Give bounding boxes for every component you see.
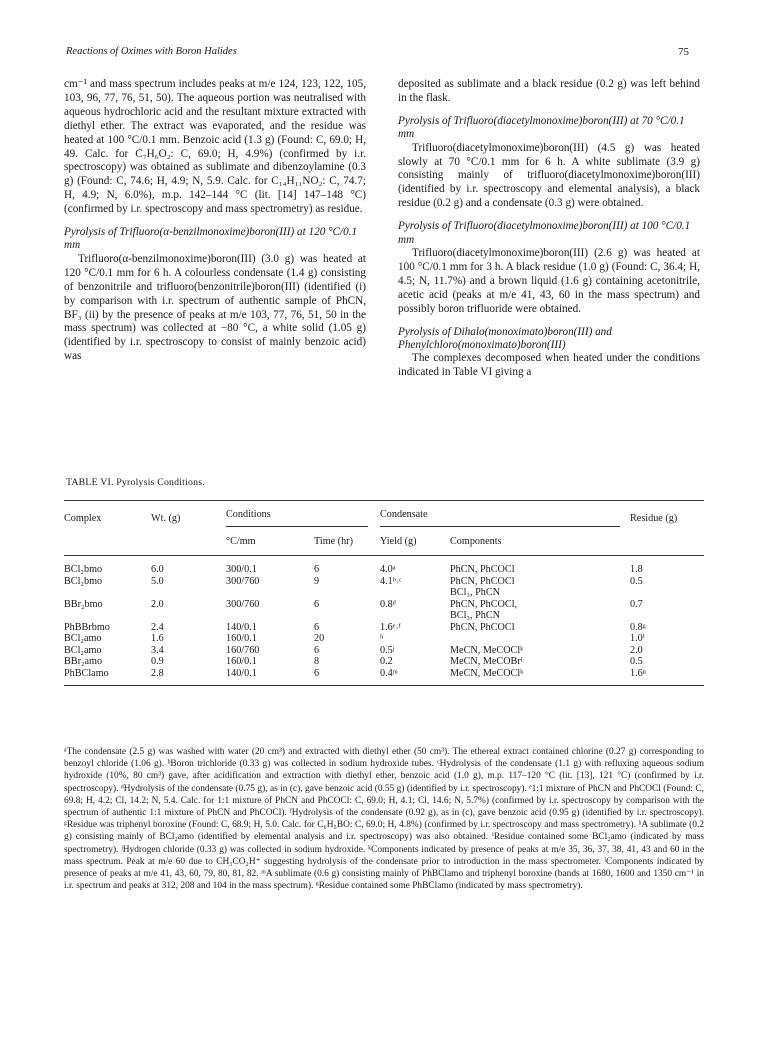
- left-paragraph-1: cm⁻¹ and mass spectrum includes peaks at m/e 124, 123, 122, 105, 103, 96, 77, 76, 51, 50). The aqueous portion was neutralised with aqueous hydrochloric acid and the resultant mixture extracted with diethyl ether. The extract was evaporated, and the residue was heated at 100 °C/0.1 mm. Benzoic acid (1.3 g) (Found: C, 69.0; H, 49. Calc. for C₇H₆O₂: C, 69.0; H, 4.9%) (confirmed by i.r. spectroscopy) was obtained as sublimate and dibenzoylamine (0.3 g) (Found: C, 74.6; H, 4.9; N, 5.9. Calc. for C₁₄H₁₁NO₂: C, 74.7; H, 4.9; N, 6.0%), m.p. 142–144 °C (lit. [14] 147–148 °C) (confirmed by i.r. spectroscopy and mass spectrometry) as residue.: [64, 78, 366, 216]
- cell-components: PhCN, PhCOCl: [450, 575, 515, 587]
- cell-time: 6: [314, 621, 320, 633]
- cell-complex: BCl₂bmo: [64, 564, 103, 575]
- cell-wt: 6.0: [151, 564, 164, 575]
- cell-residue: 2.0: [630, 644, 643, 656]
- cell-wt: [151, 587, 226, 599]
- cell-residue: 1.6ⁿ: [630, 667, 646, 679]
- table-footnotes: [64, 746, 704, 892]
- cell-time: 20: [314, 633, 325, 644]
- cell-complex: BCl₂amo: [64, 633, 102, 644]
- right-paragraph-3: Trifluoro(diacetylmonoxime)boron(III) (2.6 g) was heated at 100 °C/0.1 mm for 3 h. A black residue (1.0 g) (Found: C, 36.4; H, 4.5; N, 11.7%) and a brown liquid (1.6 g) containing acetonitrile, acetic acid (peaks at m/e 41, 43, 60 in the mass spectrum) and possibly boron trifluoride were obtained.: [398, 246, 700, 315]
- right-paragraph-1: deposited as sublimate and a black residue (0.2 g) was left behind in the flask.: [398, 78, 700, 104]
- cell-complex: [64, 610, 151, 622]
- cell-components: PhCN, PhCOCl: [450, 564, 515, 575]
- header-temp: °C/mm: [226, 536, 256, 547]
- cell-yield: 0.4ᵐ: [380, 667, 398, 679]
- cell-wt: 2.8: [151, 667, 164, 679]
- cell-wt: 2.4: [151, 621, 164, 633]
- cell-components: MeCN, MeCOBrˡ: [450, 656, 523, 667]
- footnotes-text: ᵃThe condensate (2.5 g) was washed with water (20 cm³) and extracted with diethyl ether (50 cm³). The ethereal extract contained chlorine (0.27 g) corresponding to benzoyl chloride (1.06 g). ᵇBoron trichloride (0.33 g) was collected in sodium hydroxide tubes. ᶜHydrolysis of the condensate (1.1 g) with refluxing aqueous sodium hydroxide (10%, 80 cm³) gave, after acidification and extraction with diethyl ether, benzoic acid (1.0 g), m.p. 117–120 °C (lit. [13], 121 °C) (confirmed by i.r. spectroscopy). ᵈHydrolysis of the condensate (0.75 g), as in (c), gave benzoic acid (0.55 g) (identified by i.r. spectroscopy). ᵉ1:1 mixture of PhCN and PhCOCl (Found: C, 69.8; H, 4.2; Cl, 14.2; N, 5.4. Calc. for 1:1 mixture of PhCN and PhCOCl: C, 69.0; H, 4.1; Cl, 14.6; N, 5.7%) (confirmed by i.r. spectroscopy by comparison with the spectrum of authentic 1:1 mixture of PhCN and PhCOCl). ᶠHydrolysis of the condensate (0.92 g), as in (c), gave benzoic acid (0.95 g) (identified by i.r. spectroscopy). ᵍResidue was triphenyl boroxine (Found: C, 68.9; H, 5.0. Calc. for C₆H₅BO: C, 69.0; H, 4.8%) (confirmed by i.r. spectroscopy and mass spectrometry). ʰA sublimate (0.2 g) consisting mainly of BCl₂amo (identified by elemental analysis and i.r. spectroscopy) was also obtained. ⁱResidue contained some BCl₂amo (indicated by mass spectrometry). ʲHydrogen chloride (0.33 g) was collected in sodium hydroxide. ᵏComponents indicated by presence of peaks at m/e 35, 36, 37, 38, 41, 43 and 60 in the mass spectrum. Peak at m/e 60 due to CH₃CO₂H⁺ suggesting hydrolysis of the condensate prior to introduction in the mass spectrometer. ˡComponents indicated by presence of peaks at m/e 41, 43, 60, 79, 80, 81, 82. ᵐA sublimate (0.6 g) consisting mainly of PhBClamo and triphenyl boroxine (bands at 1680, 1600 and 1350 cm⁻¹ in i.r. spectrum and peaks at 312, 208 and 104 in the mass spectrum). ⁿResidue contained some PhBClamo (indicated by mass spectrometry).: [64, 747, 704, 892]
- cell-conditions: 140/0.1: [226, 667, 257, 679]
- cell-components: [450, 633, 630, 645]
- cell-wt: 5.0: [151, 575, 164, 587]
- table-row: [64, 645, 704, 657]
- left-section-title: Pyrolysis of Trifluoro(α-benzilmonoxime)boron(III) at 120 °C/0.1 mm: [64, 226, 358, 252]
- table-row: [64, 587, 704, 599]
- cell-conditions: 160/0.1: [226, 656, 257, 667]
- cell-wt: [151, 610, 226, 622]
- cell-components: BCl₃, PhCN: [450, 587, 500, 598]
- cell-wt: 0.9: [151, 656, 164, 667]
- cell-complex: [64, 587, 151, 599]
- cell-conditions: 160/760: [226, 644, 260, 656]
- cell-yield: [380, 610, 450, 622]
- cell-time: 6: [314, 598, 320, 610]
- cell-residue: 1.8: [630, 564, 643, 575]
- cell-wt: 2.0: [151, 598, 164, 610]
- cell-components: BCl₃, PhCN: [450, 610, 500, 621]
- cell-yield: 0.5ʲ: [380, 644, 395, 656]
- right-column: [398, 78, 700, 380]
- cell-time: 6: [314, 667, 320, 679]
- right-section-title-2: Pyrolysis of Trifluoro(diacetylmonoxime)boron(III) at 100 °C/0.1 mm: [398, 220, 691, 246]
- cell-time: [314, 587, 380, 599]
- table-row: [64, 576, 704, 588]
- table-row: [64, 556, 704, 576]
- right-section-title-1: Pyrolysis of Trifluoro(diacetylmonoxime)boron(III) at 70 °C/0.1 mm: [398, 114, 685, 141]
- table-row: [64, 668, 704, 686]
- header-wt: Wt. (g): [151, 512, 181, 524]
- cell-components: MeCN, MeCOClᵏ: [450, 644, 524, 656]
- header-residue: Residue (g): [630, 512, 678, 524]
- cell-residue: [630, 610, 704, 622]
- table-row: [64, 633, 704, 645]
- header-complex: Complex: [64, 512, 102, 524]
- cell-residue: 0.5: [630, 656, 643, 667]
- cell-residue: 0.5: [630, 575, 643, 587]
- cell-complex: BCl₂bmo: [64, 575, 103, 587]
- pyrolysis-table: [64, 500, 704, 686]
- cell-yield: [380, 587, 450, 599]
- cell-conditions: 300/760: [226, 575, 260, 587]
- cell-yield: 0.2: [380, 656, 393, 667]
- running-title: Reactions of Oximes with Boron Halides: [66, 46, 237, 57]
- header-components: Components: [450, 536, 502, 547]
- cell-residue: [630, 587, 704, 599]
- page-number: 75: [678, 46, 689, 58]
- cell-complex: PhBBrbmo: [64, 621, 110, 633]
- right-paragraph-2: Trifluoro(diacetylmonoxime)boron(III) (4.5 g) was heated slowly at 70 °C/0.1 mm for 6 h. A white sublimate (3.9 g) consisting mainly of trifluoro(diacetylmonoxime)boron(III) (identified by i.r. spectroscopy and elemental analysis), a black residue (0.2 g) and a condensate (0.3 g) were obtained.: [398, 141, 700, 210]
- cell-components: PhCN, PhCOCl: [450, 621, 515, 633]
- right-section-title-3: Pyrolysis of Dihalo(monoximato)boron(III) and Phenylchloro(monoximato)boron(III): [398, 325, 612, 351]
- header-time: Time (hr): [314, 536, 353, 547]
- cell-complex: BCl₂amo: [64, 644, 102, 656]
- table-row: [64, 622, 704, 634]
- cell-yield: ʰ: [380, 633, 384, 644]
- header-condensate: Condensate: [380, 501, 630, 537]
- cell-time: 9: [314, 575, 320, 587]
- cell-conditions: 300/760: [226, 598, 260, 610]
- cell-components: PhCN, PhCOCl,: [450, 598, 518, 610]
- header-yield: Yield (g): [380, 536, 417, 547]
- table-caption: TABLE VI. Pyrolysis Conditions.: [66, 477, 205, 488]
- cell-residue: 0.8ᵍ: [630, 621, 646, 633]
- cell-conditions: [226, 610, 314, 622]
- cell-conditions: 160/0.1: [226, 633, 257, 644]
- cell-complex: PhBClamo: [64, 667, 109, 679]
- header-conditions: Conditions: [226, 501, 380, 537]
- cell-residue: 0.7: [630, 598, 643, 610]
- table-row: [64, 656, 704, 668]
- table-row: [64, 610, 704, 622]
- cell-yield: 0.8ᵈ: [380, 598, 396, 610]
- left-column: [64, 78, 366, 364]
- cell-wt: 3.4: [151, 644, 164, 656]
- cell-wt: 1.6: [151, 633, 164, 644]
- cell-time: 8: [314, 656, 320, 667]
- cell-complex: BBr₂bmo: [64, 598, 103, 610]
- cell-yield: 4.1ᵇ˒ᶜ: [380, 575, 402, 587]
- cell-time: 6: [314, 644, 320, 656]
- table-row: [64, 599, 704, 611]
- cell-time: 6: [314, 564, 320, 575]
- cell-conditions: 300/0.1: [226, 564, 257, 575]
- cell-conditions: [226, 587, 314, 599]
- cell-yield: 4.0ᵃ: [380, 564, 396, 575]
- cell-conditions: 140/0.1: [226, 621, 257, 633]
- cell-time: [314, 610, 380, 622]
- cell-residue: 1.0ⁱ: [630, 633, 645, 644]
- cell-yield: 1.6ᵉ˒ᶠ: [380, 621, 401, 633]
- left-paragraph-2: Trifluoro(α-benzilmonoxime)boron(III) (3.0 g) was heated at 120 °C/0.1 mm for 6 h. A colourless condensate (1.4 g) consisting of benzonitrile and trifluoro(benzonitrile)boron(III) (identified (i) by comparison with i.r. spectrum of authentic sample of PhCN, BF₃ (ii) by the presence of peaks at m/e 103, 77, 76, 51, 50 in the mass spectrum) was collected at −80 °C, a white solid (1.05 g) (identified by i.r. spectroscopy to consist of mainly benzoic acid) was: [64, 252, 366, 363]
- cell-complex: BBr₂amo: [64, 656, 103, 667]
- cell-components: MeCN, MeCOClᵏ: [450, 667, 524, 679]
- right-paragraph-4: The complexes decomposed when heated under the conditions indicated in Table VI giving a: [398, 352, 700, 379]
